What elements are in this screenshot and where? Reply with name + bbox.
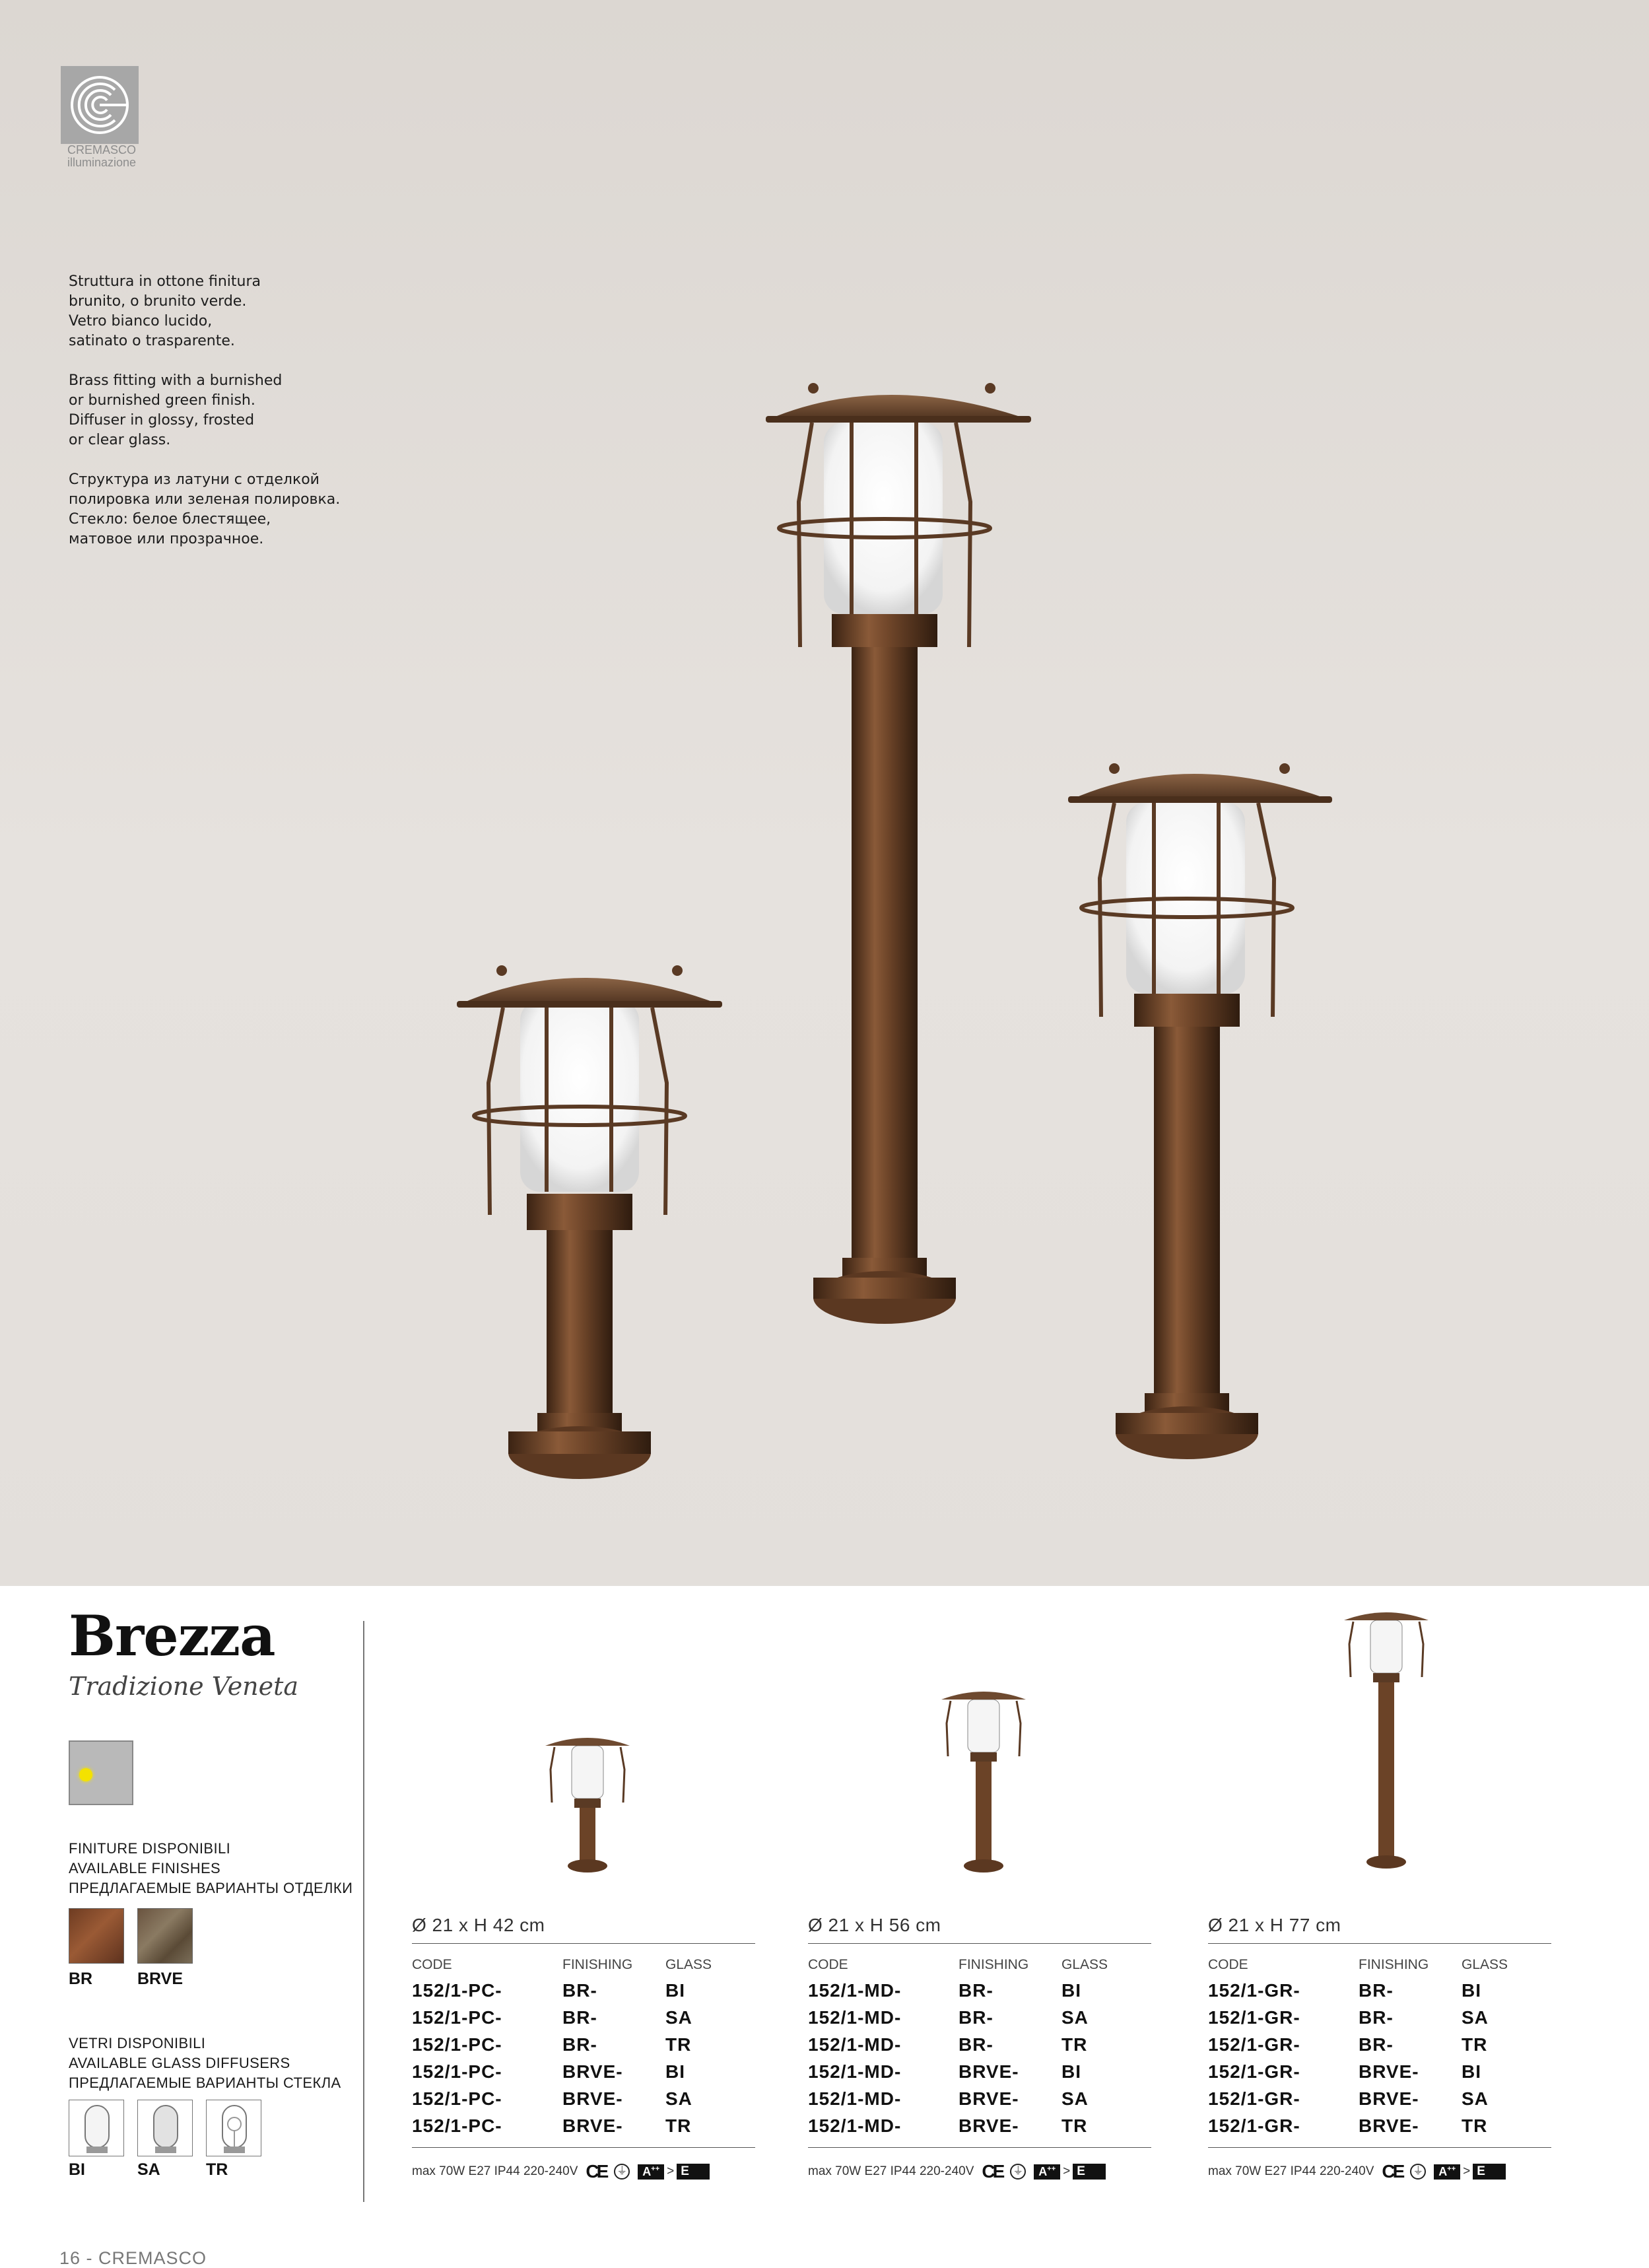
thumbnail-lamp-77 bbox=[1327, 1604, 1446, 1902]
cell-glass: BI bbox=[1061, 1979, 1081, 2001]
cell-glass: SA bbox=[1061, 2088, 1089, 2109]
header-glass: GLASS bbox=[665, 1957, 712, 1972]
cell-glass: BI bbox=[665, 1979, 685, 2001]
short-lamp-image bbox=[457, 965, 722, 1479]
energy-class-letter: A bbox=[1038, 2164, 1048, 2178]
cell-glass: TR bbox=[1061, 2115, 1088, 2136]
model-column-77 bbox=[1208, 1915, 1551, 2182]
energy-class-to: E bbox=[1473, 2164, 1506, 2180]
table-header bbox=[1208, 1957, 1551, 1977]
spec-text: max 70W E27 IP44 220-240V bbox=[412, 2164, 578, 2178]
light-source-icon bbox=[69, 1740, 133, 1805]
cell-code: 152/1-PC- bbox=[412, 2088, 502, 2109]
cell-code: 152/1-PC- bbox=[412, 1979, 502, 2001]
cell-finishing: BRVE- bbox=[959, 2088, 1019, 2109]
glass-icon-sa bbox=[137, 2100, 193, 2156]
table-row bbox=[412, 2031, 755, 2058]
cell-code: 152/1-PC- bbox=[412, 2007, 502, 2028]
cell-finishing: BRVE- bbox=[1359, 2061, 1419, 2082]
cell-code: 152/1-MD- bbox=[808, 2115, 902, 2136]
cell-glass: SA bbox=[1061, 2007, 1089, 2028]
earth-ground-icon: ⏚ bbox=[1410, 2164, 1426, 2180]
energy-class-from bbox=[1434, 2164, 1460, 2180]
table-row bbox=[808, 2004, 1151, 2031]
header-code: CODE bbox=[412, 1957, 452, 1972]
cell-glass: TR bbox=[665, 2034, 692, 2055]
energy-class-to: E bbox=[677, 2164, 710, 2180]
energy-class-to: E bbox=[1073, 2164, 1106, 2180]
table-row bbox=[412, 1977, 755, 2004]
cell-finishing: BRVE- bbox=[562, 2088, 623, 2109]
cell-finishing: BR- bbox=[562, 2034, 597, 2055]
table-row bbox=[808, 2085, 1151, 2112]
finish-swatch-br bbox=[69, 1908, 124, 1964]
finish-label-br: BR bbox=[69, 1970, 93, 1988]
spec-text: max 70W E27 IP44 220-240V bbox=[1208, 2164, 1374, 2178]
cell-glass: SA bbox=[665, 2007, 692, 2028]
cell-glass: SA bbox=[1462, 2088, 1489, 2109]
glass-label-bi: BI bbox=[69, 2160, 85, 2179]
spec-text: max 70W E27 IP44 220-240V bbox=[808, 2164, 974, 2178]
table-row bbox=[1208, 2031, 1551, 2058]
finish-label-brve: BRVE bbox=[137, 1970, 184, 1988]
cell-finishing: BR- bbox=[562, 1979, 597, 2001]
table-footer-rule bbox=[412, 2147, 755, 2148]
cell-finishing: BRVE- bbox=[562, 2115, 623, 2136]
table-row bbox=[412, 2004, 755, 2031]
cell-code: 152/1-PC- bbox=[412, 2115, 502, 2136]
cell-finishing: BR- bbox=[1359, 2034, 1394, 2055]
table-row bbox=[1208, 2058, 1551, 2085]
glass-label-tr: TR bbox=[206, 2160, 228, 2179]
model-column-56 bbox=[808, 1915, 1151, 2182]
cell-code: 152/1-GR- bbox=[1208, 1979, 1300, 2001]
description-italian: Struttura in ottone finitura brunito, o brunito verde. Vetro bianco lucido, satinato o trasparente. bbox=[69, 273, 261, 349]
cell-code: 152/1-MD- bbox=[808, 2061, 902, 2082]
cell-code: 152/1-MD- bbox=[808, 1979, 902, 2001]
cell-code: 152/1-MD- bbox=[808, 2034, 902, 2055]
energy-class-letter: A bbox=[642, 2164, 652, 2178]
cell-finishing: BR- bbox=[1359, 1979, 1394, 2001]
energy-class-separator: > bbox=[667, 2164, 675, 2178]
ce-mark-icon: CE bbox=[586, 2161, 607, 2182]
energy-class bbox=[1434, 2164, 1506, 2180]
glass-icon-tr bbox=[206, 2100, 261, 2156]
cell-glass: TR bbox=[1462, 2115, 1488, 2136]
table-row bbox=[808, 2058, 1151, 2085]
table-row bbox=[808, 2031, 1151, 2058]
spec-line bbox=[808, 2161, 1151, 2182]
model-dimension: Ø 21 x H 56 cm bbox=[808, 1915, 1151, 1944]
cell-glass: BI bbox=[665, 2061, 685, 2082]
cell-code: 152/1-GR- bbox=[1208, 2061, 1300, 2082]
table-row bbox=[412, 2085, 755, 2112]
cell-code: 152/1-GR- bbox=[1208, 2007, 1300, 2028]
header-finishing: FINISHING bbox=[562, 1957, 633, 1972]
cell-code: 152/1-MD- bbox=[808, 2088, 902, 2109]
cell-finishing: BRVE- bbox=[959, 2061, 1019, 2082]
table-row bbox=[412, 2058, 755, 2085]
energy-class-from bbox=[1034, 2164, 1060, 2180]
energy-class-sup: ++ bbox=[651, 2164, 660, 2173]
header-code: CODE bbox=[1208, 1957, 1248, 1972]
energy-class-separator: > bbox=[1463, 2164, 1471, 2178]
model-column-42 bbox=[412, 1915, 755, 2182]
brand-name-line1: CREMASCO bbox=[67, 143, 136, 156]
ce-mark-icon: CE bbox=[1382, 2161, 1403, 2182]
table-row bbox=[1208, 2085, 1551, 2112]
brand-name-line2: illuminazione bbox=[67, 156, 137, 169]
glasses-heading-ru: ПРЕДЛАГАЕМЫЕ ВАРИАНТЫ СТЕКЛА bbox=[69, 2075, 341, 2091]
description-russian: Структура из латуни с отделкой полировка или зеленая полировка. Стекло: белое блестящее, матовое или прозрачное. bbox=[69, 471, 341, 547]
cell-code: 152/1-MD- bbox=[808, 2007, 902, 2028]
medium-lamp-image bbox=[1068, 763, 1332, 1459]
energy-class bbox=[1034, 2164, 1106, 2180]
glasses-heading-en: AVAILABLE GLASS DIFFUSERS bbox=[69, 2055, 290, 2071]
cell-glass: TR bbox=[665, 2115, 692, 2136]
cell-finishing: BRVE- bbox=[562, 2061, 623, 2082]
cell-finishing: BR- bbox=[959, 2007, 993, 2028]
table-row bbox=[808, 2112, 1151, 2139]
finish-swatch-brve bbox=[137, 1908, 193, 1964]
description-english: Brass fitting with a burnished or burnished green finish. Diffuser in glossy, frosted or clear glass. bbox=[69, 372, 283, 448]
header-glass: GLASS bbox=[1061, 1957, 1108, 1972]
glasses-heading bbox=[69, 2034, 341, 2093]
tall-lamp-image bbox=[766, 383, 1031, 1324]
cell-code: 152/1-GR- bbox=[1208, 2034, 1300, 2055]
earth-ground-icon: ⏚ bbox=[614, 2164, 630, 2180]
spec-line bbox=[412, 2161, 755, 2182]
cell-code: 152/1-GR- bbox=[1208, 2115, 1300, 2136]
finishes-heading-ru: ПРЕДЛАГАЕМЫЕ ВАРИАНТЫ ОТДЕЛКИ bbox=[69, 1880, 353, 1896]
finishes-heading-en: AVAILABLE FINISHES bbox=[69, 1860, 221, 1876]
table-row bbox=[1208, 2112, 1551, 2139]
cell-glass: TR bbox=[1061, 2034, 1088, 2055]
collection-name: Tradizione Veneta bbox=[69, 1672, 299, 1701]
model-dimension: Ø 21 x H 77 cm bbox=[1208, 1915, 1551, 1944]
table-header bbox=[412, 1957, 755, 1977]
finishes-heading-it: FINITURE DISPONIBILI bbox=[69, 1840, 231, 1857]
product-name: Brezza bbox=[69, 1603, 275, 1668]
table-footer-rule bbox=[808, 2147, 1151, 2148]
cell-finishing: BRVE- bbox=[1359, 2115, 1419, 2136]
ce-mark-icon: CE bbox=[982, 2161, 1003, 2182]
model-dimension: Ø 21 x H 42 cm bbox=[412, 1915, 755, 1944]
spec-line bbox=[1208, 2161, 1551, 2182]
glass-label-sa: SA bbox=[137, 2160, 160, 2179]
energy-class-separator: > bbox=[1063, 2164, 1071, 2178]
header-finishing: FINISHING bbox=[1359, 1957, 1429, 1972]
glass-icon-bi bbox=[69, 2100, 124, 2156]
table-header bbox=[808, 1957, 1151, 1977]
table-row bbox=[412, 2112, 755, 2139]
cell-code: 152/1-PC- bbox=[412, 2034, 502, 2055]
energy-class-letter: A bbox=[1438, 2164, 1448, 2178]
cell-glass: BI bbox=[1462, 2061, 1481, 2082]
cell-finishing: BR- bbox=[959, 1979, 993, 2001]
table-footer-rule bbox=[1208, 2147, 1551, 2148]
cell-finishing: BRVE- bbox=[959, 2115, 1019, 2136]
cell-finishing: BR- bbox=[562, 2007, 597, 2028]
table-row bbox=[1208, 2004, 1551, 2031]
thumbnail-lamp-42 bbox=[528, 1730, 647, 1902]
energy-class bbox=[638, 2164, 710, 2180]
table-row bbox=[808, 1977, 1151, 2004]
header-code: CODE bbox=[808, 1957, 848, 1972]
cell-finishing: BR- bbox=[1359, 2007, 1394, 2028]
finishes-heading bbox=[69, 1839, 353, 1898]
header-glass: GLASS bbox=[1462, 1957, 1508, 1972]
earth-ground-icon: ⏚ bbox=[1010, 2164, 1026, 2180]
energy-class-sup: ++ bbox=[1447, 2164, 1456, 2173]
cell-code: 152/1-PC- bbox=[412, 2061, 502, 2082]
energy-class-sup: ++ bbox=[1047, 2164, 1056, 2173]
cell-glass: BI bbox=[1462, 1979, 1481, 2001]
glasses-heading-it: VETRI DISPONIBILI bbox=[69, 2035, 206, 2051]
cell-code: 152/1-GR- bbox=[1208, 2088, 1300, 2109]
cell-glass: TR bbox=[1462, 2034, 1488, 2055]
header-finishing: FINISHING bbox=[959, 1957, 1029, 1972]
cell-glass: SA bbox=[1462, 2007, 1489, 2028]
cell-glass: BI bbox=[1061, 2061, 1081, 2082]
cell-glass: SA bbox=[665, 2088, 692, 2109]
table-row bbox=[1208, 1977, 1551, 2004]
page-footer: 16 - CREMASCO bbox=[59, 2248, 207, 2268]
cell-finishing: BRVE- bbox=[1359, 2088, 1419, 2109]
energy-class-from bbox=[638, 2164, 664, 2180]
vertical-divider bbox=[363, 1621, 364, 2202]
thumbnail-lamp-56 bbox=[924, 1684, 1043, 1902]
cell-finishing: BR- bbox=[959, 2034, 993, 2055]
